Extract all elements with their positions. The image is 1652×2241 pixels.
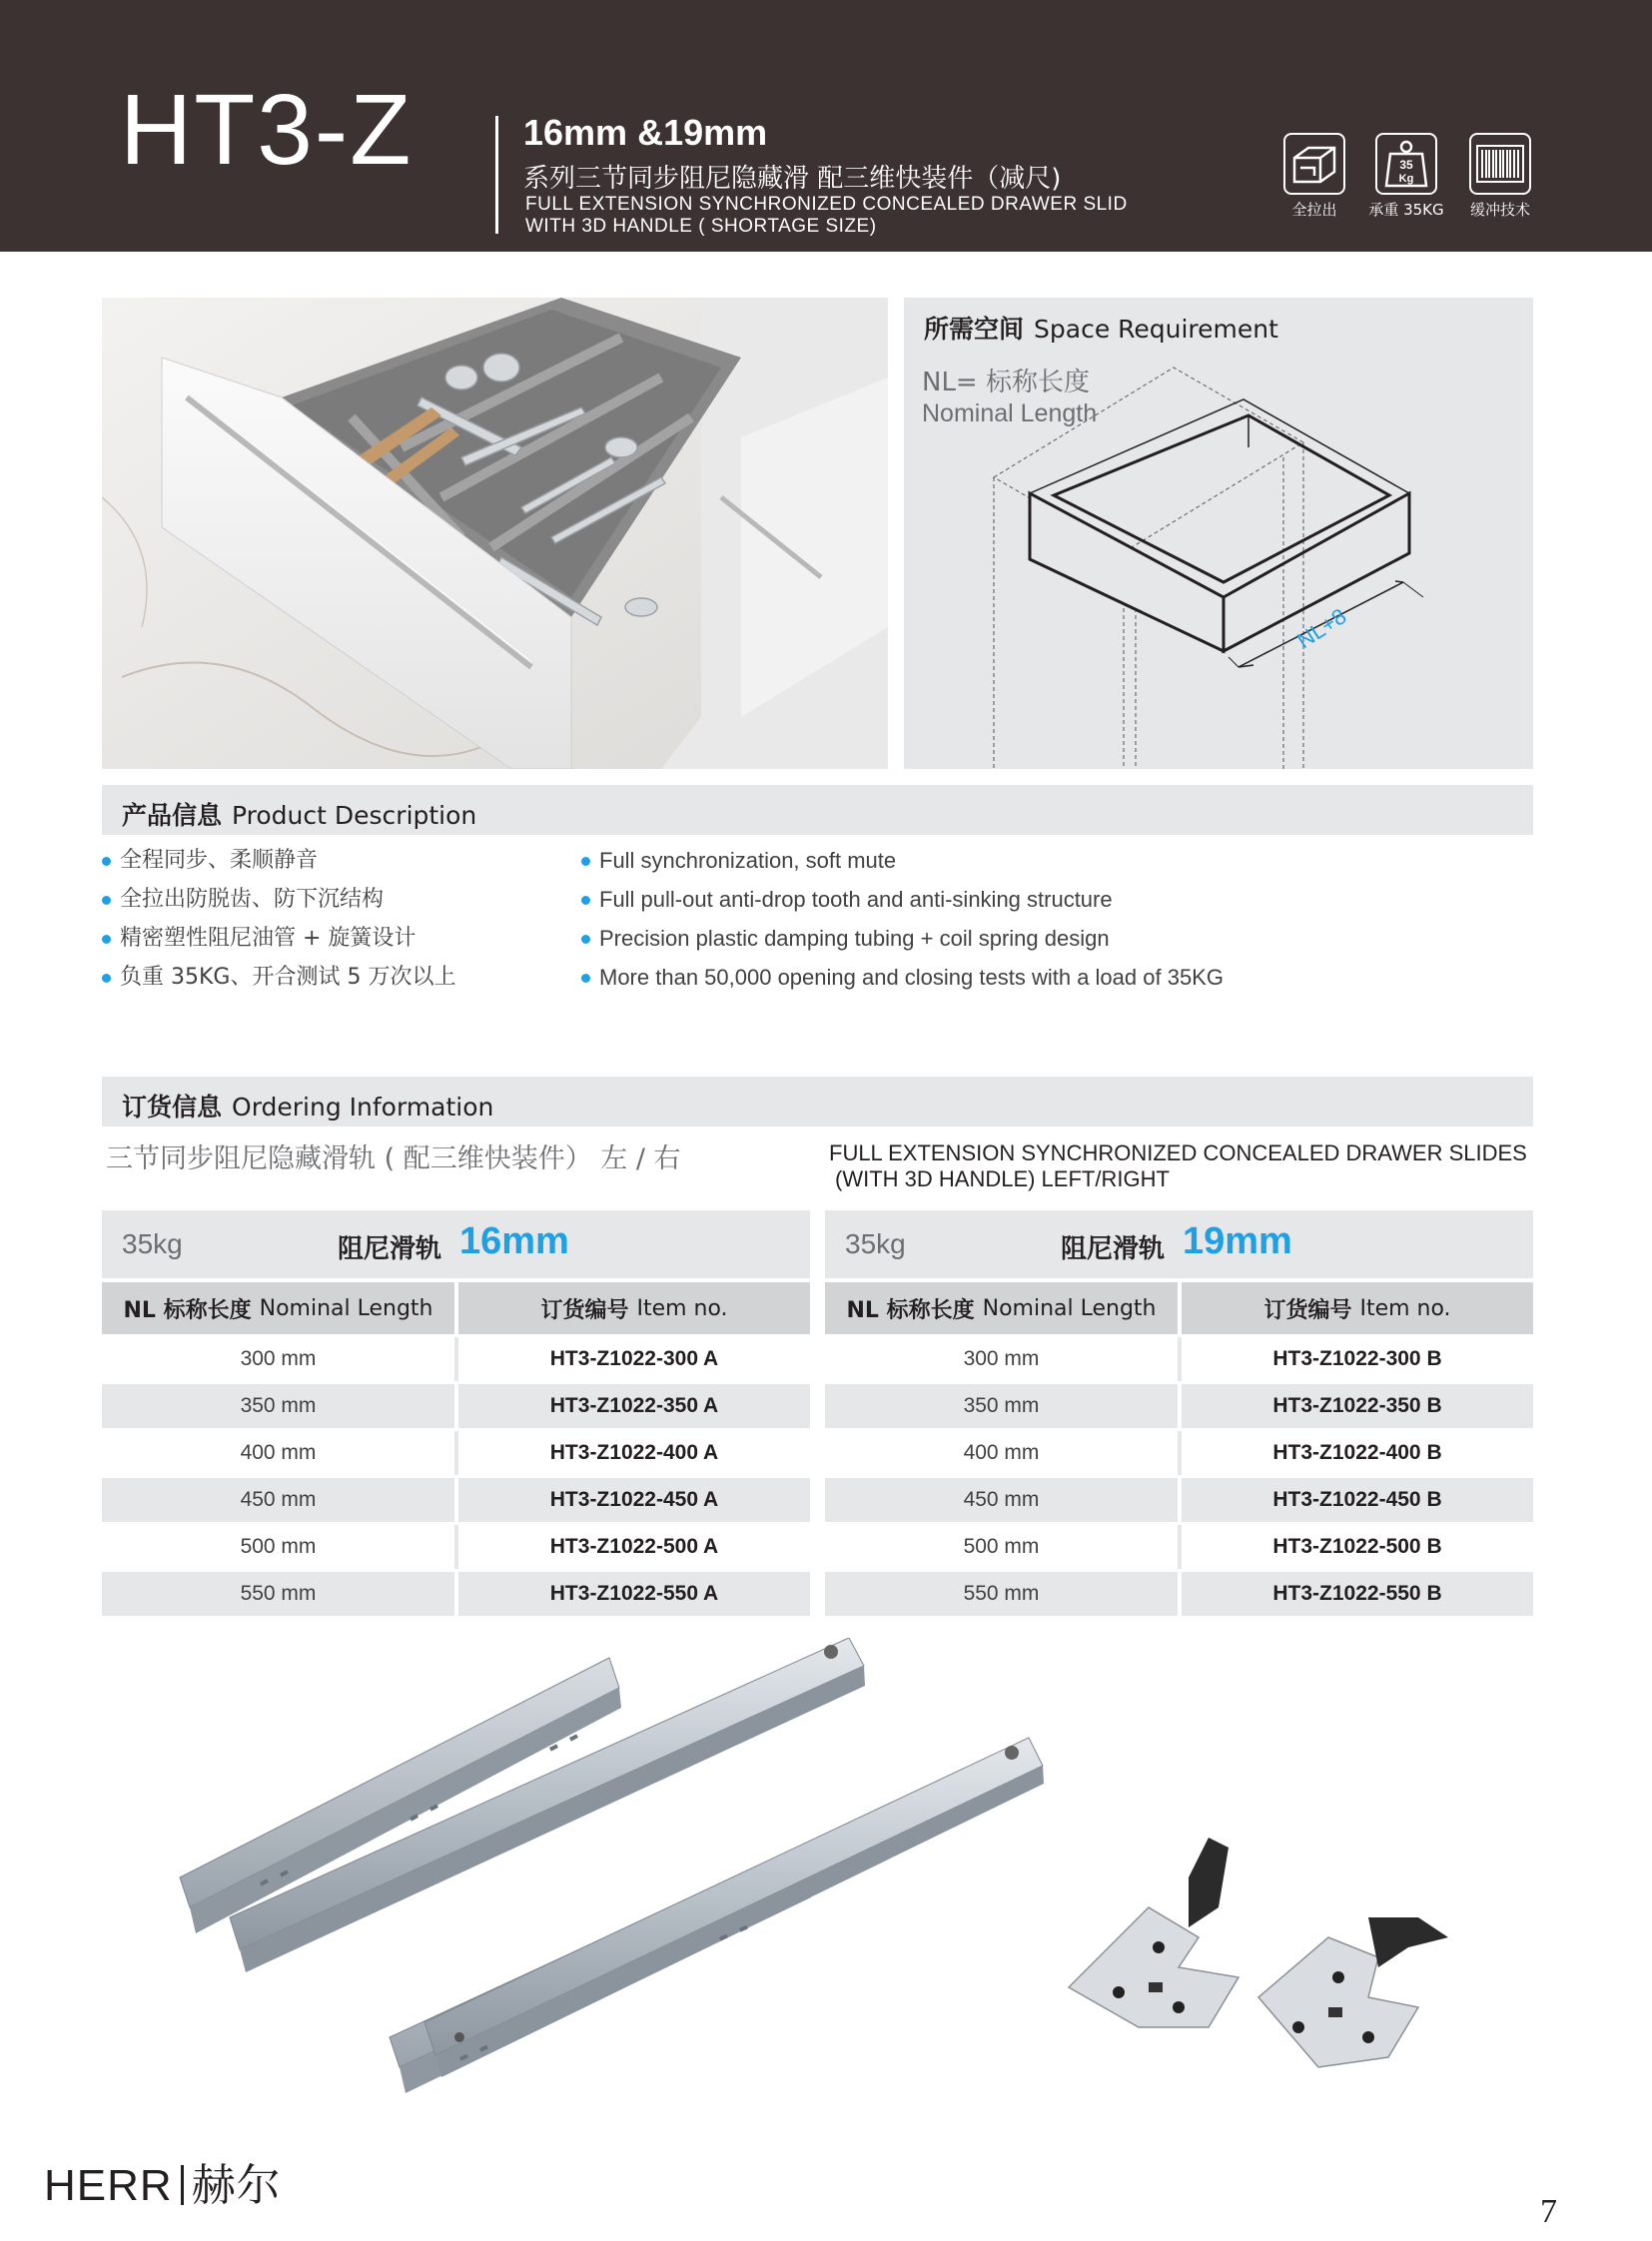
table-row: 500 mm HT3-Z1022-500 A [102,1525,810,1569]
table-row: 450 mm HT3-Z1022-450 A [102,1478,810,1522]
list-item: Full pull-out anti-drop tooth and anti-sinking structure [581,880,1224,919]
table-row: 550 mm HT3-Z1022-550 A [102,1572,810,1616]
section-title: 产品信息 Product Description [122,801,477,830]
table-size: 16mm [459,1220,569,1262]
order-table-16mm [102,1210,810,1616]
page-header [0,0,1652,252]
list-item: 全程同步、柔顺静音 [102,841,455,880]
list-item: 全拉出防脱齿、防下沉结构 [102,880,455,919]
product-description-bar [102,785,1533,835]
table-row: 350 mm HT3-Z1022-350 A [102,1384,810,1428]
table-row: 450 mm HT3-Z1022-450 B [825,1478,1533,1522]
feature-label: 缓冲技术 [1469,201,1530,219]
table-header [102,1282,810,1334]
drawer-photo [102,298,888,769]
header-title-en-line1: FULL EXTENSION SYNCHRONIZED CONCEALED DRAWER SLID [525,194,1128,215]
table-name: 阻尼滑轨 [1061,1234,1166,1264]
feature-soft-close [1450,133,1550,220]
table-row: 300 mm HT3-Z1022-300 B [825,1337,1533,1381]
column-header-item: 订货编号 Item no. [1182,1282,1533,1334]
weight-badge-bottom: Kg [1398,173,1414,185]
feature-label: 承重 35KG [1368,201,1444,219]
list-item: More than 50,000 opening and closing tests with a load of 35KG [581,958,1224,997]
weight-35kg-icon [1375,133,1437,195]
table-caption [825,1210,1533,1278]
list-item: 精密塑性阻尼油管 + 旋簧设计 [102,919,455,958]
table-row: 550 mm HT3-Z1022-550 B [825,1572,1533,1616]
model-title: HT3-Z [120,74,413,186]
column-header-item: 订货编号 Item no. [458,1282,810,1334]
table-row: 400 mm HT3-Z1022-400 A [102,1431,810,1475]
table-row: 300 mm HT3-Z1022-300 A [102,1337,810,1381]
header-title-en-line2: WITH 3D HANDLE ( SHORTAGE SIZE) [525,216,877,237]
space-requirement-panel [904,298,1533,769]
table-name: 阻尼滑轨 [338,1234,442,1264]
table-row: 350 mm HT3-Z1022-350 B [825,1384,1533,1428]
list-item: Precision plastic damping tubing + coil spring design [581,919,1224,958]
table-row: 500 mm HT3-Z1022-500 B [825,1525,1533,1569]
table-caption [102,1210,810,1278]
table-load: 35kg [845,1228,906,1259]
ordering-subtitle-en-line2: (WITH 3D HANDLE) LEFT/RIGHT [835,1166,1170,1191]
header-divider [495,116,498,234]
ordering-information-bar [102,1077,1533,1126]
column-header-length: NL 标称长度 Nominal Length [825,1282,1178,1334]
nl-definition-en: Nominal Length [922,399,1098,427]
ordering-subtitle-en-line1: FULL EXTENSION SYNCHRONIZED CONCEALED DRAWER SLIDES [829,1140,1527,1165]
dimension-label: NL+8 [1292,603,1351,654]
header-sizes: 16mm &19mm [523,112,768,153]
table-load: 35kg [122,1228,183,1259]
3d-handle-clips-illustration [1059,1818,1458,2077]
drawer-extension-icon [1283,133,1345,195]
feature-full-extension [1264,133,1364,220]
weight-badge-top: 35 [1399,158,1413,172]
list-item: Full synchronization, soft mute [581,841,1224,880]
feature-label: 全拉出 [1291,201,1337,219]
space-title: 所需空间 Space Requirement [924,315,1278,344]
feature-load [1356,133,1456,220]
drawer-slides-illustration [160,1638,1059,2097]
table-header [825,1282,1533,1334]
order-table-19mm [825,1210,1533,1616]
list-item: 负重 35KG、开合测试 5 万次以上 [102,958,455,997]
header-title-cn: 系列三节同步阻尼隐藏滑 配三维快装件（减尺) [523,164,1062,194]
soft-close-icon [1469,133,1531,195]
page-number: 7 [1540,2193,1557,2230]
description-list-cn [102,841,455,997]
description-list-en [581,841,1224,997]
nl-definition-cn: NL= 标称长度 [922,368,1090,397]
column-header-length: NL 标称长度 Nominal Length [102,1282,454,1334]
section-title: 订货信息 Ordering Information [122,1093,494,1121]
brand-logo: HERR 赫尔 [44,2160,282,2211]
table-size: 19mm [1183,1220,1292,1262]
ordering-subtitle-cn: 三节同步阻尼隐藏滑轨 ( 配三维快装件） 左 / 右 [106,1143,681,1174]
table-row: 400 mm HT3-Z1022-400 B [825,1431,1533,1475]
